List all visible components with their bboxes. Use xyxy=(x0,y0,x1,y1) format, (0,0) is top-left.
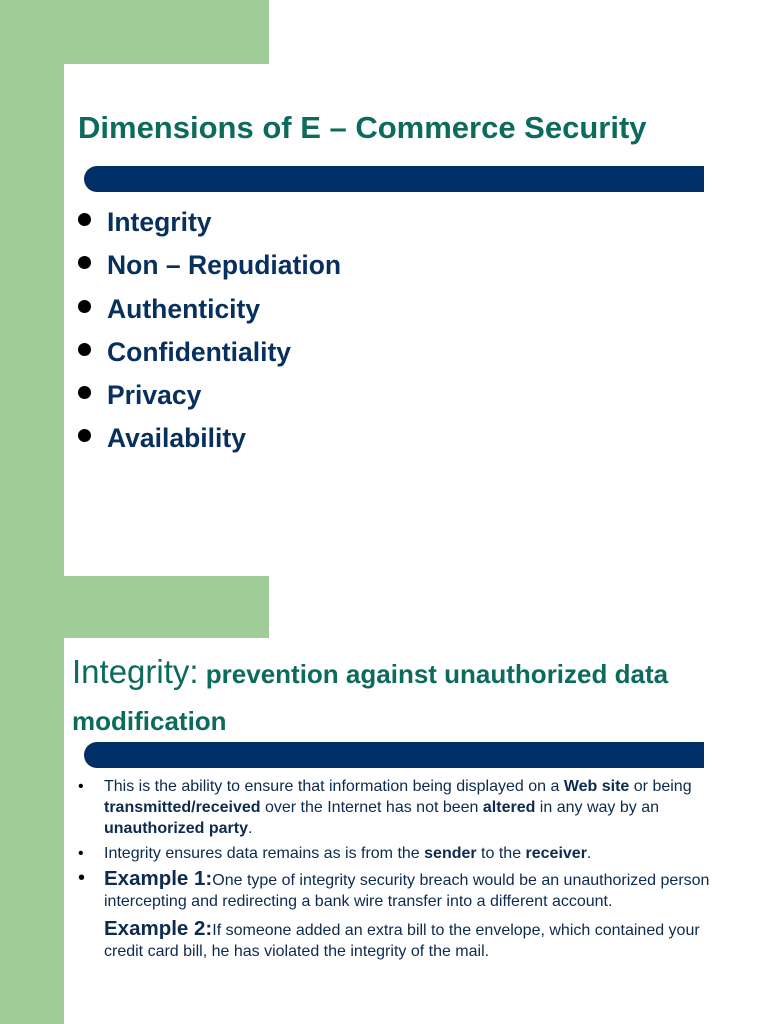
bullet-icon xyxy=(78,256,91,269)
bullet-icon xyxy=(78,429,91,442)
integrity-body xyxy=(76,776,736,966)
title-rest: prevention against unauthorized data modification xyxy=(72,659,669,736)
list-item: Authenticity xyxy=(76,289,341,332)
title-underline-bar xyxy=(84,742,704,768)
bullet-icon xyxy=(78,386,91,399)
example-1: • Example 1:One type of integrity security breach would be an unauthorized person intercepting and redirecting a bank wire transfer into a different account. xyxy=(78,867,710,910)
green-top-block xyxy=(64,0,269,64)
title-underline-bar xyxy=(84,166,704,192)
list-item: Privacy xyxy=(76,375,341,418)
bullet-icon xyxy=(78,213,91,226)
list-item: • This is the ability to ensure that information being displayed on a Web site or being transmitted/received over the Internet has not been altered in any way by an unauthorized party. xyxy=(78,778,692,837)
list-item: Availability xyxy=(76,418,341,461)
bullet-icon xyxy=(78,300,91,313)
list-item: • Integrity ensures data remains as is from the sender to the receiver. xyxy=(78,845,592,862)
slide-title xyxy=(72,650,722,747)
example-2: Example 2:If someone added an extra bill to the envelope, which contained your credit card bill, he has violated the integrity of the mail. xyxy=(104,917,700,960)
list-item: Confidentiality xyxy=(76,332,341,375)
bullet-icon xyxy=(78,343,91,356)
list-item: Integrity xyxy=(76,202,341,245)
dimensions-list xyxy=(76,202,341,462)
left-green-strip xyxy=(0,0,64,1024)
title-main: Integrity: xyxy=(72,653,199,690)
slide-title: Dimensions of E – Commerce Security xyxy=(78,110,647,145)
green-middle-block xyxy=(64,576,269,638)
list-item: Non – Repudiation xyxy=(76,245,341,288)
